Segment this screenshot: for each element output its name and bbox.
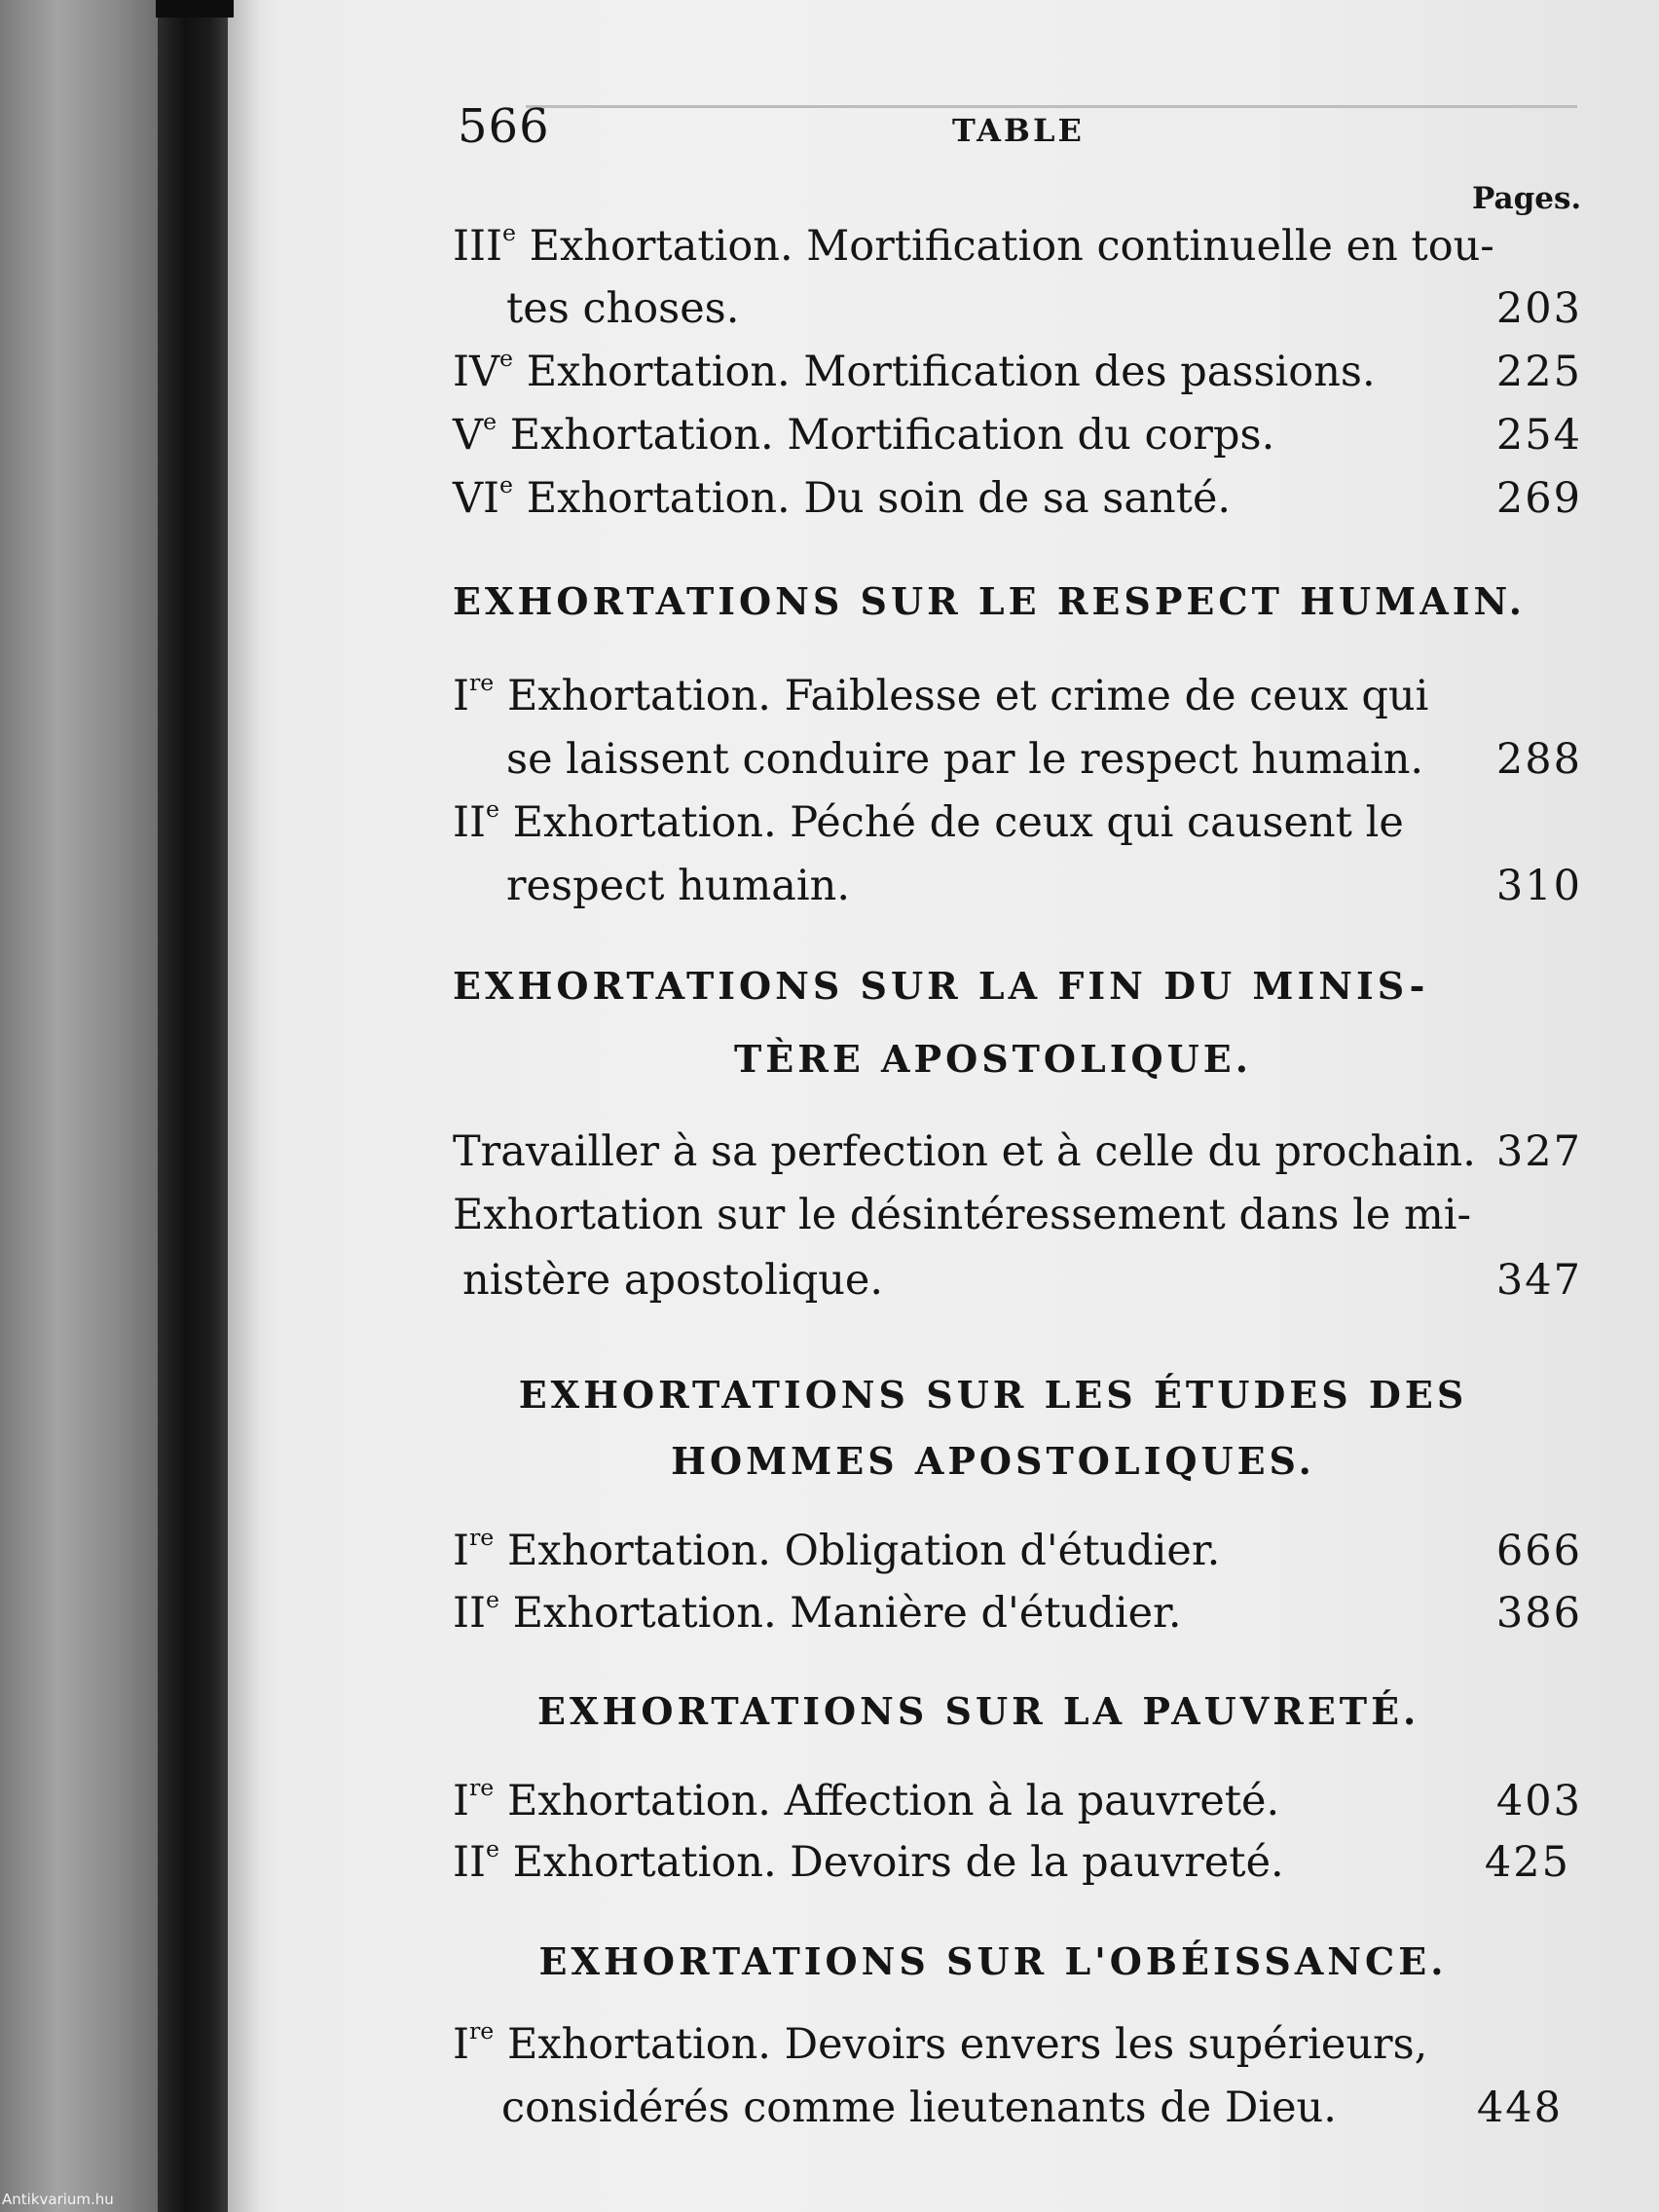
toc-entry	[501, 2083, 1563, 2132]
entry-text: Travailler à sa perfection et à celle du prochain.	[453, 1127, 1476, 1176]
toc-entry	[453, 668, 1582, 720]
toc-entry	[453, 1773, 1582, 1825]
entry-text: Exhortation. Péché de ceux qui causent le	[498, 798, 1404, 847]
page-ref: 347	[1495, 1256, 1582, 1305]
toc-entry	[453, 1191, 1582, 1239]
entry-text: Exhortation. Mortification du corps.	[497, 411, 1275, 460]
toc-entry	[453, 1834, 1582, 1887]
page-ref: 425	[1484, 1838, 1570, 1887]
section-heading: EXHORTATIONS SUR LE RESPECT HUMAIN.	[453, 579, 1527, 623]
page-ref: 310	[1495, 862, 1582, 910]
ordinal-suffix: e	[483, 407, 498, 435]
gutter-shadow	[222, 0, 261, 2212]
ordinal-suffix: re	[469, 1523, 495, 1551]
roman-numeral: IV	[453, 348, 500, 396]
ordinal-suffix: e	[485, 794, 499, 823]
roman-numeral: V	[453, 411, 484, 460]
entry-text: nistère apostolique.	[462, 1256, 884, 1305]
ordinal-suffix: e	[485, 1585, 499, 1613]
page-ref: 448	[1476, 2083, 1563, 2132]
ordinal-suffix: e	[501, 218, 516, 246]
page-ref: 288	[1495, 735, 1582, 784]
entry-text: respect humain.	[506, 862, 850, 910]
entry-text: Exhortation. Obligation d'étudier.	[494, 1527, 1221, 1575]
ordinal-suffix: re	[469, 668, 495, 696]
entry-text: Exhortation. Mortification continuelle en tou-	[515, 222, 1494, 271]
page-ref: 203	[1495, 284, 1582, 333]
toc-entry	[453, 344, 1582, 396]
section-heading: EXHORTATIONS SUR LA FIN DU MINIS-	[453, 964, 1429, 1008]
roman-numeral: I	[453, 2020, 469, 2069]
page-ref: 225	[1495, 348, 1582, 396]
roman-numeral: II	[453, 798, 486, 847]
toc-entry	[506, 735, 1582, 784]
section-heading: TÈRE APOSTOLIQUE.	[734, 1037, 1252, 1081]
entry-text: Exhortation. Affection à la pauvreté.	[494, 1777, 1280, 1825]
ordinal-suffix: re	[469, 1773, 495, 1801]
section-heading: EXHORTATIONS SUR LA PAUVRETÉ.	[537, 1689, 1420, 1733]
roman-numeral: II	[453, 1589, 486, 1638]
page-ref: 666	[1495, 1527, 1582, 1575]
page-ref: 269	[1495, 474, 1582, 523]
entry-text: Exhortation. Mortification des passions.	[513, 348, 1376, 396]
toc-entry	[506, 862, 1582, 910]
roman-numeral: I	[453, 1777, 469, 1825]
running-head: TABLE	[952, 112, 1085, 149]
section-heading: HOMMES APOSTOLIQUES.	[671, 1439, 1315, 1483]
page-ref: 386	[1495, 1589, 1582, 1638]
ordinal-suffix: e	[485, 1834, 499, 1862]
background-left	[0, 0, 166, 2212]
roman-numeral: I	[453, 1527, 469, 1575]
roman-numeral: II	[453, 1838, 486, 1887]
entry-text: Exhortation. Faiblesse et crime de ceux qui	[494, 672, 1429, 720]
page-ref: 403	[1495, 1777, 1582, 1825]
section-heading: EXHORTATIONS SUR LES ÉTUDES DES	[518, 1373, 1468, 1417]
toc-entry	[453, 794, 1582, 847]
toc-entry	[453, 1585, 1582, 1638]
pages-column-label: Pages.	[1472, 181, 1582, 216]
book-spine	[158, 0, 228, 2212]
toc-entry	[453, 407, 1582, 460]
toc-entry	[506, 284, 1582, 333]
toc-entry	[453, 1523, 1582, 1575]
toc-entry	[453, 1256, 1582, 1305]
page-ref: 254	[1495, 411, 1582, 460]
toc-entry	[453, 2016, 1582, 2069]
toc-entry	[453, 470, 1582, 523]
book-spine-top	[156, 0, 234, 18]
entry-text: Exhortation. Devoirs de la pauvreté.	[498, 1838, 1284, 1887]
entry-text: considérés comme lieutenants de Dieu.	[501, 2083, 1337, 2132]
entry-text: Exhortation. Du soin de sa santé.	[513, 474, 1232, 523]
roman-numeral: III	[453, 222, 502, 271]
entry-text: tes choses.	[506, 284, 740, 333]
entry-text: Exhortation. Manière d'étudier.	[498, 1589, 1182, 1638]
section-heading: EXHORTATIONS SUR L'OBÉISSANCE.	[538, 1939, 1448, 1983]
ordinal-suffix: e	[499, 470, 514, 498]
watermark: Antikvarium.hu	[2, 2191, 114, 2208]
entry-text: se laissent conduire par le respect humain.	[506, 735, 1424, 784]
header-rule	[526, 105, 1577, 108]
ordinal-suffix: re	[469, 2016, 495, 2045]
ordinal-suffix: e	[499, 344, 514, 372]
page-number: 566	[458, 99, 550, 154]
toc-entry	[453, 1127, 1582, 1176]
roman-numeral: I	[453, 672, 469, 720]
toc-entry	[453, 218, 1582, 271]
roman-numeral: VI	[453, 474, 500, 523]
page-ref: 327	[1495, 1127, 1582, 1176]
entry-text: Exhortation sur le désintéressement dans le mi-	[453, 1191, 1472, 1239]
entry-text: Exhortation. Devoirs envers les supérieurs,	[494, 2020, 1428, 2069]
